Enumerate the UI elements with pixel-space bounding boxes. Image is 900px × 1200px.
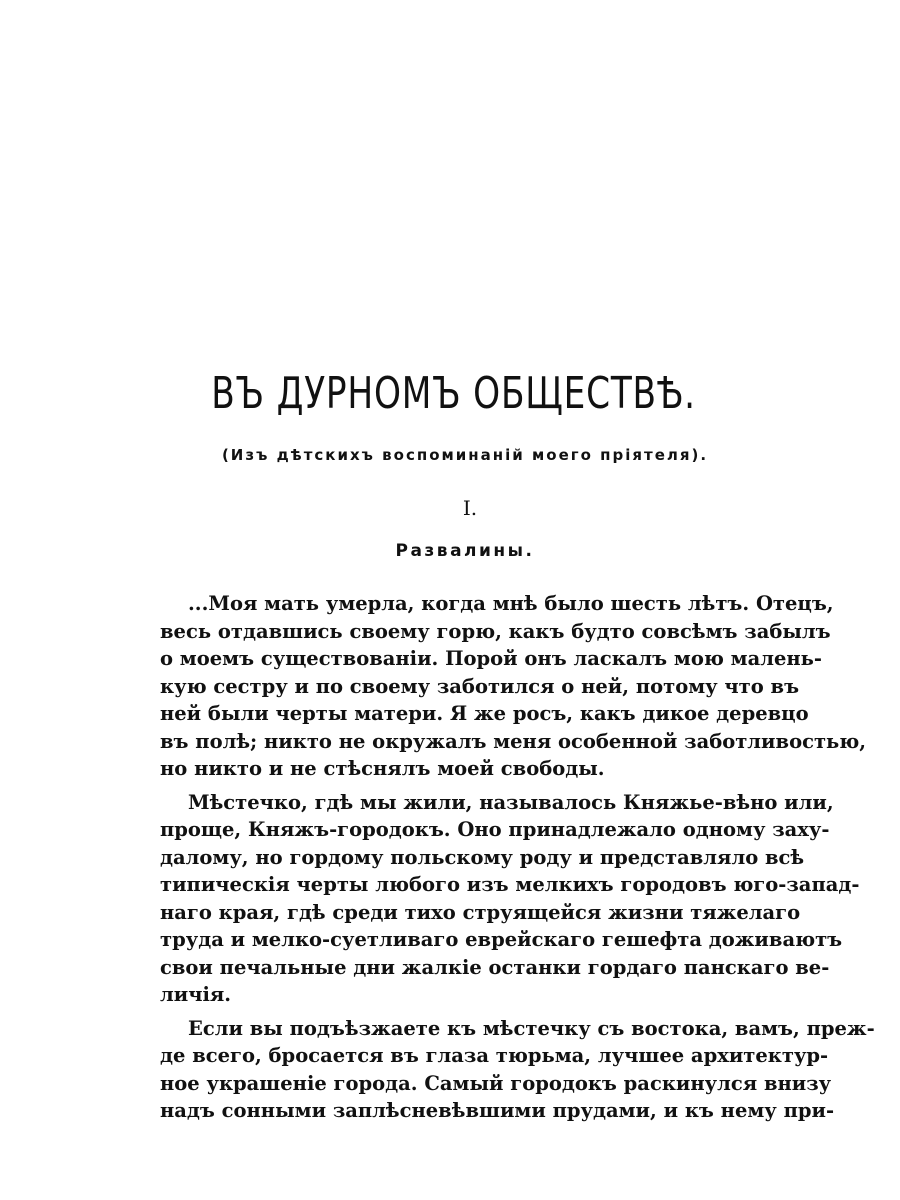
text-line: типическія черты любого изъ мелкихъ городовъ юго-запад- xyxy=(160,873,860,896)
text-line: наго края, гдѣ среди тихо струящейся жизни тяжелаго xyxy=(160,900,801,924)
text-line: проще, Княжъ-городокъ. Оно принадлежало одному заху- xyxy=(160,818,830,841)
text-line: весь отдавшись своему горю, какъ будто совсѣмъ забылъ xyxy=(160,619,831,643)
text-line: но никто и не стѣснялъ моей свободы. xyxy=(160,757,605,780)
text-line: о моемъ существованіи. Порой онъ ласкалъ мою малень- xyxy=(160,647,822,670)
text-line: ней были черты матери. Я же росъ, какъ дикое деревцо xyxy=(160,702,809,725)
text-line: де всего, бросается въ глаза тюрьма, лучшее архитектур- xyxy=(160,1044,829,1067)
text-line: кую сестру и по своему заботился о ней, потому что въ xyxy=(160,674,800,698)
paragraph-3 xyxy=(160,1015,875,1125)
text-line: ...Моя мать умерла, когда мнѣ было шесть лѣтъ. Отецъ, xyxy=(188,592,834,615)
text-line: въ полѣ; никто не окружалъ меня особенной заботливостью, xyxy=(160,729,867,753)
text-line: надъ сонными заплѣсневѣвшими прудами, и къ нему при- xyxy=(160,1099,835,1122)
body-text xyxy=(160,590,875,1125)
paragraph-1 xyxy=(160,590,867,783)
text-line: Мѣстечко, гдѣ мы жили, называлось Княжье-вѣно или, xyxy=(188,790,834,814)
text-line: личія. xyxy=(160,983,232,1006)
story-subtitle: (Изъ дѣтскихъ воспоминаній моего пріятеля). xyxy=(221,446,709,464)
story-title: ВЪ ДУРНОМЪ ОБЩЕСТВѢ. xyxy=(211,368,696,419)
text-line: ное украшеніе города. Самый городокъ раскинулся внизу xyxy=(160,1071,832,1095)
chapter-title: Развалины. xyxy=(395,541,535,561)
text-line: труда и мелко-суетливаго еврейскаго гешефта доживаютъ xyxy=(160,928,843,951)
text-line: Если вы подъѣзжаете къ мѣстечку съ востока, вамъ, преж- xyxy=(188,1016,875,1040)
paragraph-2 xyxy=(160,789,860,1009)
text-line: свои печальные дни жалкіе останки гордаго панскаго ве- xyxy=(160,955,830,979)
chapter-number: I. xyxy=(462,496,478,520)
text-line: далому, но гордому польскому роду и представляло всѣ xyxy=(160,845,805,869)
